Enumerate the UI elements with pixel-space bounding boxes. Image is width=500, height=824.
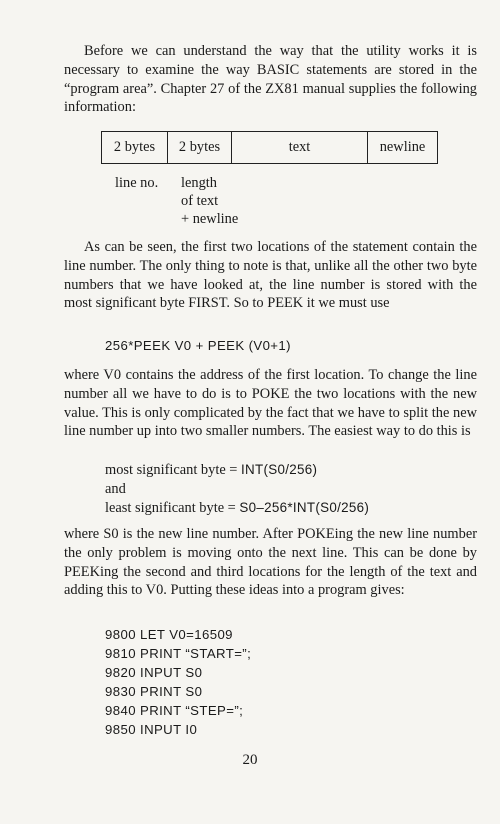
program-line: 9850 INPUT I0 [105, 722, 198, 737]
table-cell-newline: newline [379, 139, 426, 155]
intro-paragraph: Before we can understand the way that the utility works it is necessary to examine the way BASIC statements are stored in the “program area”. Chapter 27 of the ZX81 manual supplies the following information: [64, 43, 477, 116]
program-line: 9840 PRINT “STEP=”; [105, 703, 244, 718]
poke-paragraph: where V0 contains the address of the first location. To change the line number all we have to do is to POKE the two locations with the new value. This is only complicated by the fact that we have to split the new line number up into two smaller numbers. The easiest way to do this is [64, 367, 477, 440]
program-line: 9800 LET V0=16509 [105, 627, 233, 642]
program-line: 9830 PRINT S0 [105, 684, 203, 699]
lsb-label: least significant byte = [105, 500, 240, 516]
table-cell-length-bytes: 2 bytes [168, 132, 232, 163]
statement-layout-table [101, 131, 438, 164]
page-number: 20 [242, 752, 258, 768]
line-number-paragraph: As can be seen, the first two locations of the statement contain the line number. The only thing to note is that, unlike all the other two byte numbers that we have looked at, the line number is stored with the most significant byte FIRST. So to PEEK it we must use [64, 239, 477, 312]
peek-expression: 256*PEEK V0 + PEEK (V0+1) [105, 338, 291, 353]
program-line: 9820 INPUT S0 [105, 665, 203, 680]
msb-expression: INT(S0/256) [241, 462, 318, 477]
label-of-text: of text [181, 193, 219, 209]
table-cell-text: text [232, 132, 368, 163]
lsb-formula [105, 500, 369, 517]
msb-formula [105, 462, 317, 479]
table-cell-line-number-bytes: 2 bytes [102, 132, 168, 163]
label-plus-newline: + newline [181, 211, 239, 227]
formula-and: and [105, 481, 126, 497]
next-line-paragraph: where S0 is the new line number. After POKEing the new line number the only problem is moving onto the next line. This can be done by PEEKing the second and third locations for the length of the text and adding this to V0. Putting these ideas into a program gives: [64, 526, 477, 599]
label-length: length [181, 175, 217, 191]
program-line: 9810 PRINT “START=”; [105, 646, 252, 661]
label-line-number: line no. [115, 175, 159, 191]
lsb-expression: S0–256*INT(S0/256) [239, 500, 370, 515]
msb-label: most significant byte = [105, 462, 242, 478]
